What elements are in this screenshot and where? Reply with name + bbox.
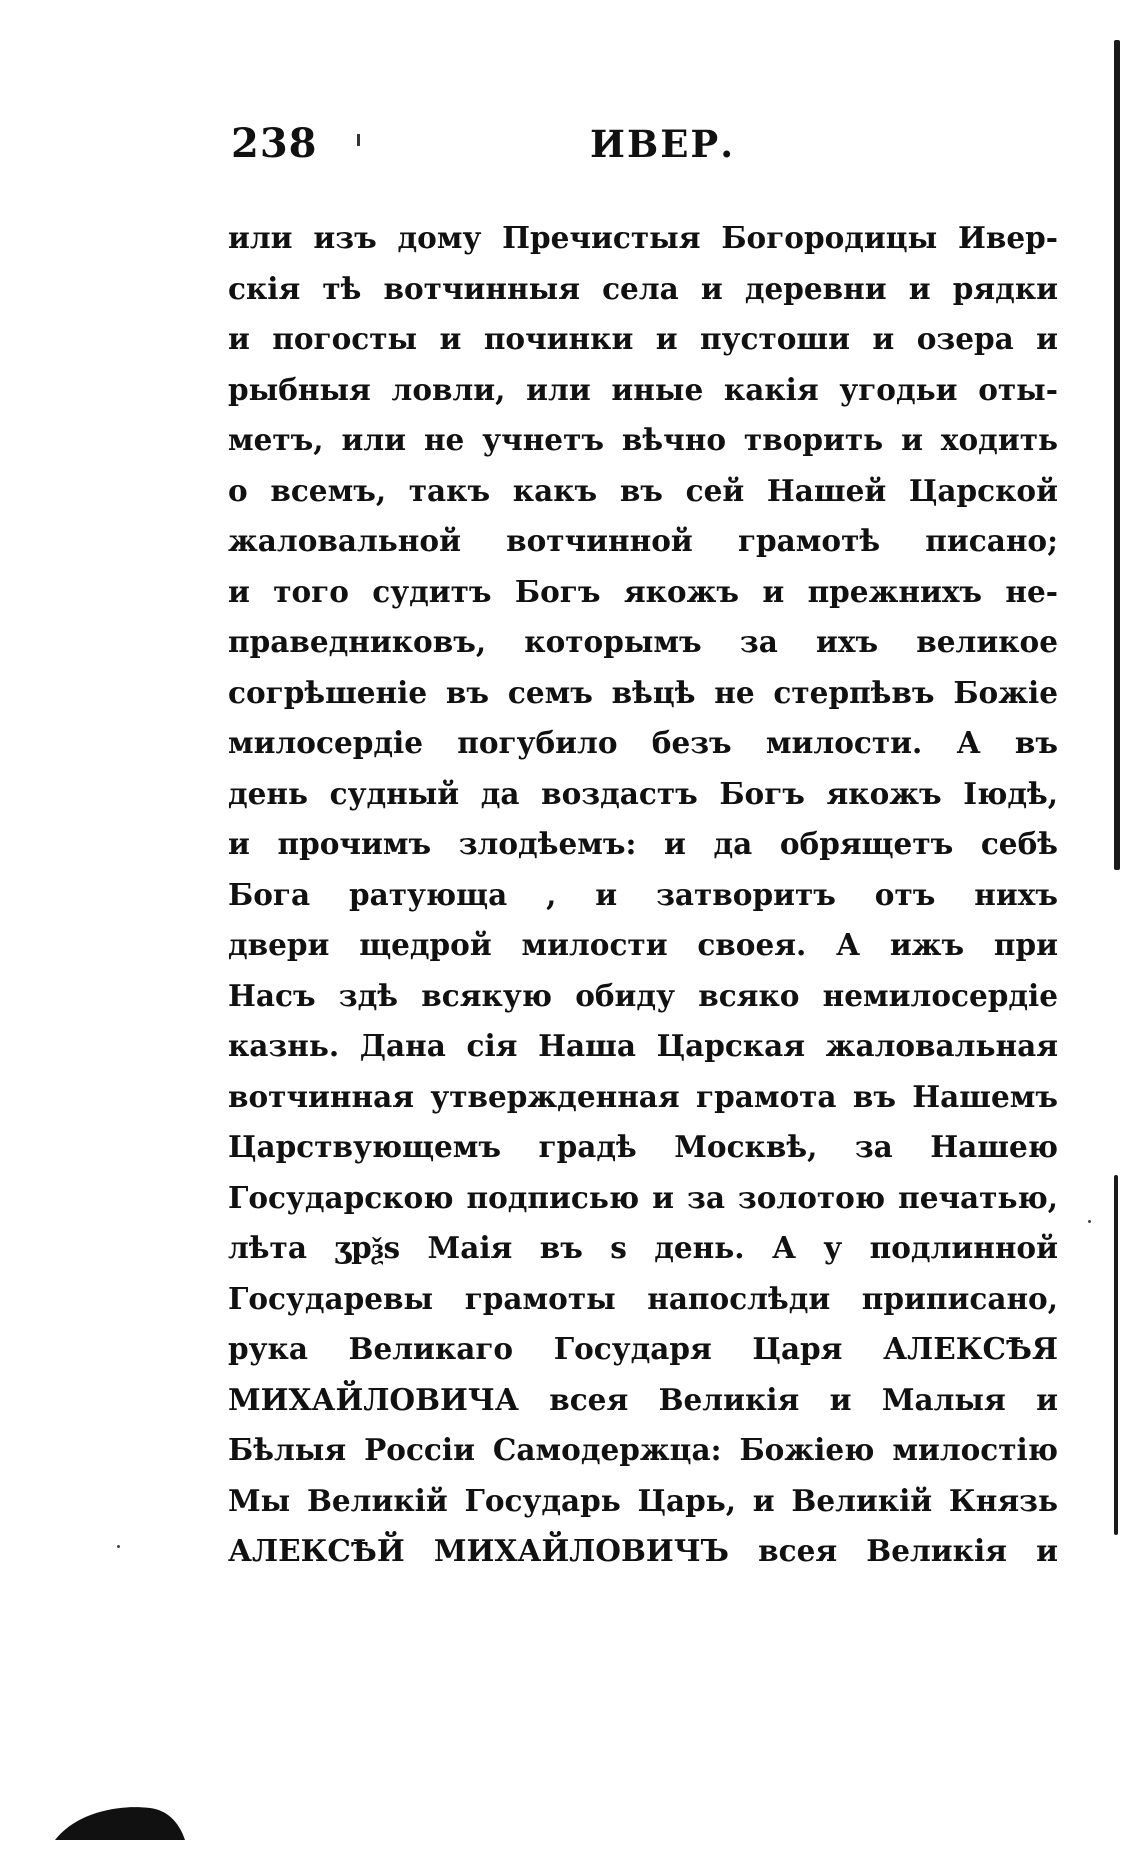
text-line: и того судитъ Богъ якожъ и прежнихъ не- bbox=[228, 573, 1058, 609]
page-number: 238 bbox=[231, 120, 318, 167]
text-line: двери щедрой милости своея. А ижъ при bbox=[228, 927, 1058, 962]
text-line: праведниковъ, которымъ за ихъ великое bbox=[228, 624, 1058, 659]
text-line: АЛЕКСѢЙ МИХАЙЛОВИЧЪ всея Великія и bbox=[228, 1533, 1058, 1568]
text-line: Бога ратующа , и затворитъ отъ нихъ bbox=[228, 876, 1058, 912]
text-line: или изъ дому Пречистыя Богородицы Ивер- bbox=[228, 220, 1058, 255]
text-line: Насъ здѣ всякую обиду всяко немилосердіе bbox=[228, 977, 1058, 1013]
text-line: Государскою подписью и за золотою печатью, bbox=[228, 1179, 1058, 1215]
text-line: метъ, или не учнетъ вѣчно творить и ходить bbox=[228, 422, 1058, 457]
text-line: день судный да воздастъ Богъ якожъ Іюдѣ, bbox=[228, 775, 1058, 811]
body-text bbox=[228, 213, 1058, 1577]
thumb-shadow bbox=[55, 1800, 185, 1840]
text-line: рука Великаго Государя Царя АЛЕКСѢЯ bbox=[228, 1331, 1058, 1366]
text-line: и прочимъ злодѣемъ: и да обрящетъ себѣ bbox=[228, 826, 1058, 861]
text-line: о всемъ, такъ какъ въ сей Нашей Царской bbox=[228, 472, 1058, 508]
text-line: Мы Великій Государь Царь, и Великій Князь bbox=[228, 1482, 1058, 1518]
text-line: милосердіе погубило безъ милости. А въ bbox=[228, 725, 1058, 760]
text-line: жаловальной вотчинной грамотѣ писано; bbox=[228, 523, 1058, 558]
running-head: ИВЕР. bbox=[590, 122, 736, 166]
page-edge-shadow-lower bbox=[1114, 1175, 1118, 1535]
text-line: Царствующемъ градѣ Москвѣ, за Нашею bbox=[228, 1129, 1058, 1164]
margin-speck bbox=[1088, 1220, 1091, 1223]
text-line: казнь. Дана сія Наша Царская жаловальная bbox=[228, 1028, 1058, 1063]
text-line: и погосты и починки и пустоши и озера и bbox=[228, 321, 1058, 356]
text-line: Государевы грамоты напослѣди приписано, bbox=[228, 1280, 1058, 1316]
margin-speck bbox=[117, 1545, 120, 1548]
text-line: согрѣшеніе въ семъ вѣцѣ не стерпѣвъ Божіе bbox=[228, 674, 1058, 710]
text-line: скія тѣ вотчинныя села и деревни и рядки bbox=[228, 270, 1058, 306]
header-mark bbox=[357, 134, 360, 146]
text-line: Бѣлыя Россіи Самодержца: Божіею милостію bbox=[228, 1432, 1058, 1467]
text-line: лѣта ӡрѯѕ Маія въ ѕ день. А у подлинной bbox=[228, 1230, 1058, 1265]
text-line: рыбныя ловли, или иные какія угодьи оты- bbox=[228, 371, 1058, 407]
page-header bbox=[0, 120, 1140, 170]
text-line: вотчинная утвержденная грамота въ Нашемъ bbox=[228, 1078, 1058, 1114]
text-line: МИХАЙЛОВИЧА всея Великія и Малыя и bbox=[228, 1381, 1058, 1417]
